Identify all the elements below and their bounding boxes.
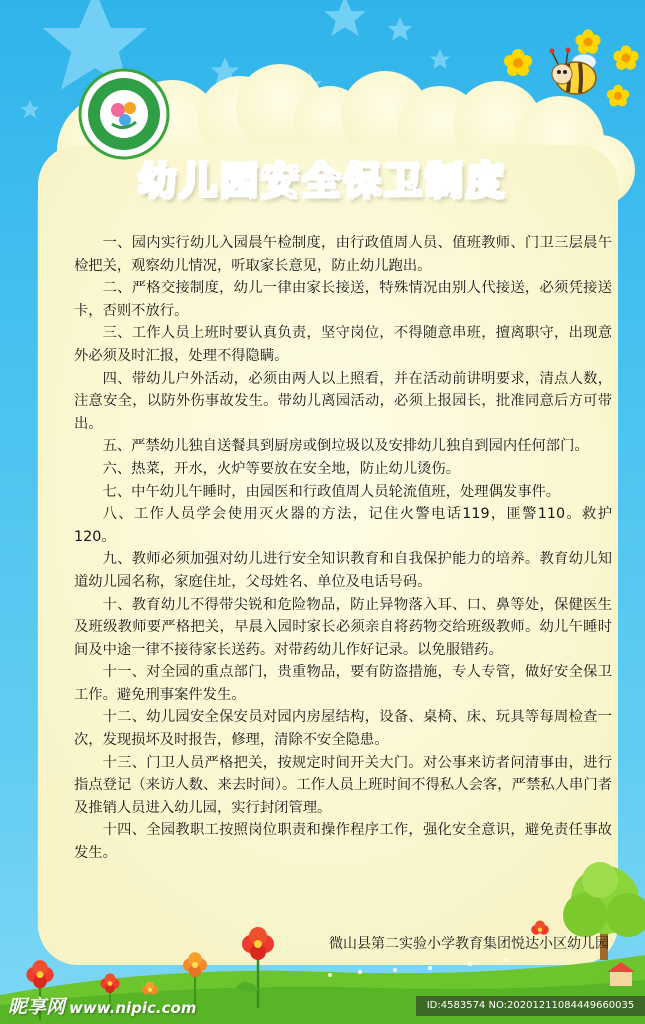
poster-title: 幼儿园安全保卫制度 — [137, 159, 507, 203]
rule-item: 十二、幼儿园安全保安员对园内房屋结构，设备、桌椅、床、玩具等每周检查一次，发现损坏及时报告，修理，清除不安全隐患。 — [74, 709, 612, 749]
rules-list — [74, 232, 612, 865]
rule-item: 八、工作人员学会使用灭火器的方法，记住火警电话119，匪警110。救护120。 — [74, 506, 612, 545]
watermark-logo-text: 昵享网 — [8, 996, 66, 1018]
image-id-band: ID:4583574 NO:20201211084449660035 — [416, 996, 645, 1016]
rule-item: 十三、门卫人员严格把关，按规定时间开关大门。对公事来访者问清事由，进行指点登记（来访人数、来去时间）。工作人员上班时间不得私人会客，严禁私人串门者及推销人员进入幼儿园，实行封闭管理。 — [74, 754, 612, 816]
rule-item: 二、严格交接制度，幼儿一律由家长接送，特殊情况由别人代接送，必须凭接送卡，否则不放行。 — [74, 280, 612, 319]
rule-item: 十、教育幼儿不得带尖锐和危险物品，防止异物落入耳、口、鼻等处，保健医生及班级教师要严格把关，早晨入园时家长必须亲自将药物交给班级教师。幼儿午睡时间及中途一律不接待家长送药。对带药幼儿作好记录。以免服错药。 — [74, 596, 612, 658]
rule-item: 十四、全园教职工按照岗位职责和操作程序工作，强化安全意识，避免责任事故发生。 — [74, 822, 612, 862]
kindergarten-logo — [78, 68, 170, 160]
rule-item: 五、严禁幼儿独自送餐具到厨房或倒垃圾以及安排幼儿独自到园内任何部门。 — [102, 438, 589, 455]
watermark-url: www.nipic.com — [69, 999, 197, 1017]
rule-item: 九、教师必须加强对幼儿进行安全知识教育和自我保护能力的培养。教育幼儿知道幼儿园名称，家庭住址，父母姓名、单位及电话号码。 — [74, 551, 612, 590]
rule-item: 六、热菜，开水，火炉等要放在安全地，防止幼儿烫伤。 — [102, 460, 461, 477]
rule-item: 一、园内实行幼儿入园晨午检制度，由行政值周人员、值班教师、门卫三层晨午检把关，观察幼儿情况，听取家长意见，防止幼儿跑出。 — [74, 235, 612, 274]
rule-item: 十一、对全园的重点部门，贵重物品，要有防盗措施，专人专管，做好安全保卫工作。避免刑事案件发生。 — [74, 664, 612, 703]
bee-icon — [550, 48, 597, 95]
rule-item: 三、工作人员上班时要认真负责，坚守岗位，不得随意串班，擅离职守，出现意外必须及时汇报，处理不得隐瞒。 — [74, 325, 612, 364]
watermark-brand — [8, 992, 196, 1019]
rule-item: 七、中午幼儿午睡时，由园医和行政值周人员轮流值班，处理偶发事件。 — [102, 483, 561, 500]
bee-flowers-decoration — [500, 28, 645, 118]
rule-item: 四、带幼儿户外活动，必须由两人以上照看，并在活动前讲明要求，清点人数，注意安全，以防外伤事故发生。带幼儿离园活动，必须上报园长，批准同意后方可带出。 — [74, 370, 612, 432]
kindergarten-signature: 微山县第二实验小学教育集团悦达小区幼儿园 — [329, 936, 609, 952]
